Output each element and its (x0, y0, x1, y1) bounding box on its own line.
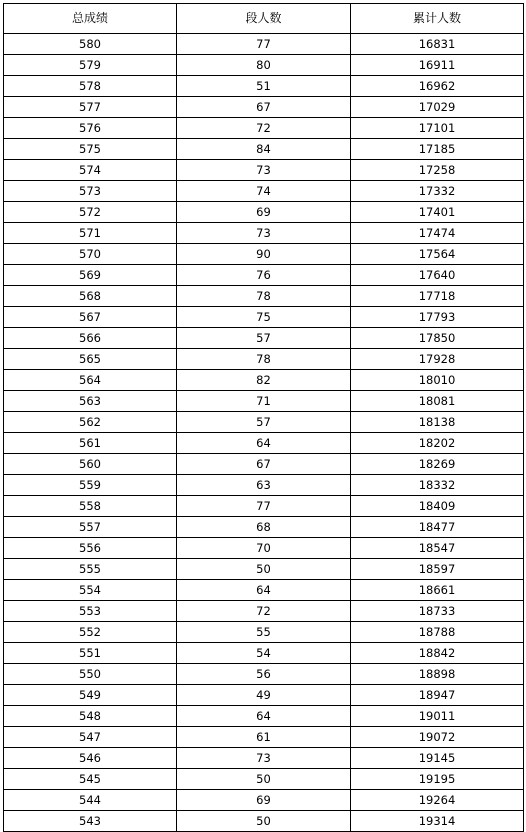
header-segment-count: 段人数 (177, 4, 351, 34)
cell-segment-count: 82 (177, 370, 351, 391)
cell-total-score: 544 (4, 790, 177, 811)
cell-segment-count: 78 (177, 286, 351, 307)
cell-total-score: 557 (4, 517, 177, 538)
cell-segment-count: 73 (177, 160, 351, 181)
table-row (4, 769, 524, 790)
cell-total-score: 567 (4, 307, 177, 328)
cell-segment-count: 73 (177, 748, 351, 769)
cell-cumulative-count: 16911 (351, 55, 524, 76)
cell-segment-count: 72 (177, 601, 351, 622)
cell-segment-count: 67 (177, 454, 351, 475)
table-row (4, 181, 524, 202)
cell-total-score: 568 (4, 286, 177, 307)
table-row (4, 685, 524, 706)
cell-segment-count: 71 (177, 391, 351, 412)
cell-cumulative-count: 19264 (351, 790, 524, 811)
cell-segment-count: 90 (177, 244, 351, 265)
table-row (4, 811, 524, 832)
cell-cumulative-count: 18733 (351, 601, 524, 622)
cell-segment-count: 57 (177, 328, 351, 349)
cell-cumulative-count: 18010 (351, 370, 524, 391)
cell-cumulative-count: 16962 (351, 76, 524, 97)
cell-cumulative-count: 17928 (351, 349, 524, 370)
cell-total-score: 564 (4, 370, 177, 391)
cell-total-score: 575 (4, 139, 177, 160)
cell-total-score: 569 (4, 265, 177, 286)
cell-segment-count: 50 (177, 769, 351, 790)
table-row (4, 454, 524, 475)
table-row (4, 391, 524, 412)
cell-total-score: 550 (4, 664, 177, 685)
cell-cumulative-count: 18081 (351, 391, 524, 412)
cell-cumulative-count: 18898 (351, 664, 524, 685)
cell-cumulative-count: 17401 (351, 202, 524, 223)
cell-segment-count: 68 (177, 517, 351, 538)
cell-cumulative-count: 17258 (351, 160, 524, 181)
table-row (4, 202, 524, 223)
cell-cumulative-count: 19072 (351, 727, 524, 748)
table-row (4, 223, 524, 244)
table-row (4, 727, 524, 748)
cell-total-score: 572 (4, 202, 177, 223)
cell-total-score: 547 (4, 727, 177, 748)
cell-cumulative-count: 19145 (351, 748, 524, 769)
cell-cumulative-count: 17640 (351, 265, 524, 286)
table-row (4, 349, 524, 370)
table-row (4, 580, 524, 601)
cell-segment-count: 64 (177, 433, 351, 454)
table-row (4, 286, 524, 307)
header-total-score: 总成绩 (4, 4, 177, 34)
cell-total-score: 546 (4, 748, 177, 769)
cell-cumulative-count: 16831 (351, 34, 524, 55)
table-row (4, 664, 524, 685)
cell-total-score: 565 (4, 349, 177, 370)
cell-total-score: 548 (4, 706, 177, 727)
cell-segment-count: 56 (177, 664, 351, 685)
table-row (4, 328, 524, 349)
cell-cumulative-count: 18788 (351, 622, 524, 643)
cell-cumulative-count: 17474 (351, 223, 524, 244)
table-row (4, 790, 524, 811)
cell-total-score: 577 (4, 97, 177, 118)
cell-cumulative-count: 18842 (351, 643, 524, 664)
cell-total-score: 559 (4, 475, 177, 496)
cell-segment-count: 55 (177, 622, 351, 643)
cell-segment-count: 77 (177, 496, 351, 517)
cell-cumulative-count: 18947 (351, 685, 524, 706)
cell-cumulative-count: 18477 (351, 517, 524, 538)
cell-cumulative-count: 18661 (351, 580, 524, 601)
table-row (4, 496, 524, 517)
table-row (4, 475, 524, 496)
cell-cumulative-count: 18269 (351, 454, 524, 475)
cell-segment-count: 64 (177, 706, 351, 727)
cell-total-score: 558 (4, 496, 177, 517)
cell-segment-count: 76 (177, 265, 351, 286)
table-row (4, 601, 524, 622)
table-row (4, 34, 524, 55)
cell-total-score: 573 (4, 181, 177, 202)
cell-segment-count: 78 (177, 349, 351, 370)
table-row (4, 244, 524, 265)
table-row (4, 559, 524, 580)
cell-segment-count: 84 (177, 139, 351, 160)
score-distribution-table (3, 3, 524, 832)
cell-total-score: 553 (4, 601, 177, 622)
cell-cumulative-count: 17564 (351, 244, 524, 265)
cell-total-score: 579 (4, 55, 177, 76)
table-body (4, 34, 524, 832)
cell-total-score: 571 (4, 223, 177, 244)
table-row (4, 76, 524, 97)
cell-segment-count: 69 (177, 202, 351, 223)
cell-cumulative-count: 19195 (351, 769, 524, 790)
table-row (4, 517, 524, 538)
cell-total-score: 556 (4, 538, 177, 559)
table-header (4, 4, 524, 34)
table-row (4, 370, 524, 391)
cell-segment-count: 50 (177, 811, 351, 832)
cell-total-score: 576 (4, 118, 177, 139)
cell-cumulative-count: 17718 (351, 286, 524, 307)
cell-segment-count: 77 (177, 34, 351, 55)
table-row (4, 412, 524, 433)
cell-cumulative-count: 17793 (351, 307, 524, 328)
cell-total-score: 563 (4, 391, 177, 412)
table-header-row (4, 4, 524, 34)
cell-segment-count: 73 (177, 223, 351, 244)
cell-cumulative-count: 18547 (351, 538, 524, 559)
cell-cumulative-count: 17332 (351, 181, 524, 202)
cell-total-score: 574 (4, 160, 177, 181)
cell-segment-count: 51 (177, 76, 351, 97)
cell-segment-count: 67 (177, 97, 351, 118)
cell-segment-count: 50 (177, 559, 351, 580)
cell-segment-count: 69 (177, 790, 351, 811)
cell-segment-count: 49 (177, 685, 351, 706)
cell-cumulative-count: 18138 (351, 412, 524, 433)
cell-total-score: 545 (4, 769, 177, 790)
cell-segment-count: 57 (177, 412, 351, 433)
table-row (4, 706, 524, 727)
cell-cumulative-count: 17029 (351, 97, 524, 118)
cell-segment-count: 54 (177, 643, 351, 664)
cell-cumulative-count: 17185 (351, 139, 524, 160)
cell-total-score: 552 (4, 622, 177, 643)
cell-total-score: 554 (4, 580, 177, 601)
cell-total-score: 566 (4, 328, 177, 349)
cell-segment-count: 80 (177, 55, 351, 76)
table-row (4, 55, 524, 76)
cell-cumulative-count: 18332 (351, 475, 524, 496)
cell-cumulative-count: 17101 (351, 118, 524, 139)
cell-cumulative-count: 19011 (351, 706, 524, 727)
cell-segment-count: 74 (177, 181, 351, 202)
header-cumulative-count: 累计人数 (351, 4, 524, 34)
cell-cumulative-count: 19314 (351, 811, 524, 832)
cell-total-score: 580 (4, 34, 177, 55)
table-row (4, 97, 524, 118)
cell-segment-count: 75 (177, 307, 351, 328)
cell-cumulative-count: 17850 (351, 328, 524, 349)
table-row (4, 139, 524, 160)
cell-segment-count: 64 (177, 580, 351, 601)
cell-total-score: 543 (4, 811, 177, 832)
table-row (4, 643, 524, 664)
table-row (4, 160, 524, 181)
table-row (4, 265, 524, 286)
cell-total-score: 551 (4, 643, 177, 664)
cell-total-score: 561 (4, 433, 177, 454)
table-row (4, 118, 524, 139)
cell-segment-count: 70 (177, 538, 351, 559)
cell-total-score: 560 (4, 454, 177, 475)
cell-total-score: 549 (4, 685, 177, 706)
cell-cumulative-count: 18409 (351, 496, 524, 517)
table-row (4, 622, 524, 643)
cell-segment-count: 72 (177, 118, 351, 139)
cell-total-score: 562 (4, 412, 177, 433)
cell-segment-count: 61 (177, 727, 351, 748)
table-row (4, 748, 524, 769)
cell-total-score: 578 (4, 76, 177, 97)
table-row (4, 307, 524, 328)
cell-total-score: 570 (4, 244, 177, 265)
cell-total-score: 555 (4, 559, 177, 580)
cell-cumulative-count: 18597 (351, 559, 524, 580)
cell-segment-count: 63 (177, 475, 351, 496)
table-row (4, 433, 524, 454)
cell-cumulative-count: 18202 (351, 433, 524, 454)
table-row (4, 538, 524, 559)
